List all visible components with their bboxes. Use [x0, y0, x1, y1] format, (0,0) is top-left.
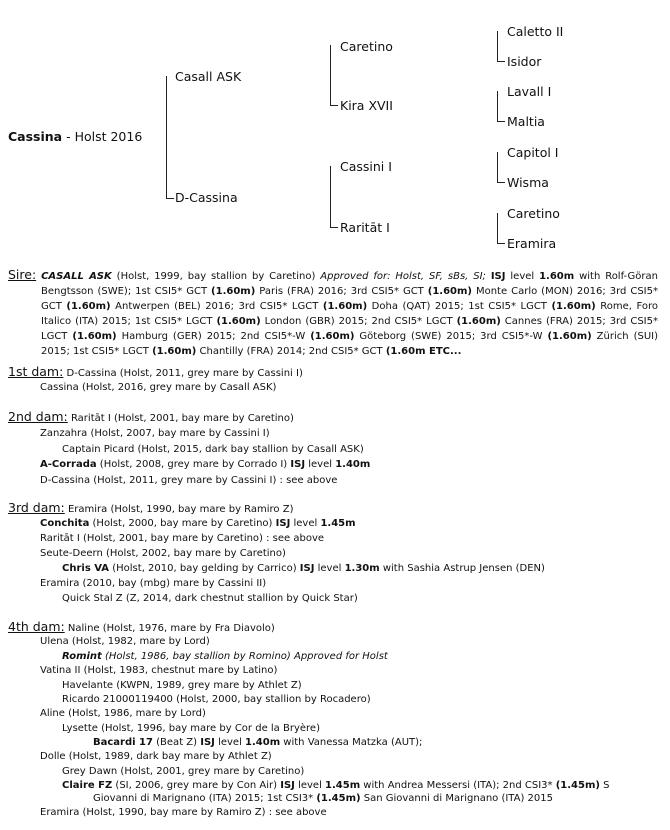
ancestor-ddd: Eramira — [507, 236, 557, 251]
dam1-line-1: Cassina (Holst, 2016, grey mare by Casall ASK) — [40, 382, 277, 393]
height: (1.60m) — [72, 331, 117, 342]
rider-text: with Vanessa Matzka (AUT); — [280, 737, 423, 748]
bracket-sire-tick — [330, 105, 338, 106]
height: 1.40m — [245, 737, 281, 748]
height: (1.60m) — [547, 331, 592, 342]
sire-section-name: CASALL ASK — [41, 271, 112, 282]
height: 1.30m — [344, 563, 380, 574]
dam1-text: D-Cassina (Holst, 2011, grey mare by Cassini I) — [63, 368, 303, 379]
height: 1.60m — [539, 271, 575, 282]
sire-text: Göteborg (SWE) 2015; 3rd CSI5*-W — [354, 331, 548, 342]
sire-section — [8, 267, 658, 359]
sire-text: with Rolf-Göran Bengtsson (SWE); 1st CSI5* GCT — [41, 271, 658, 297]
sire-text: Hamburg (GER) 2015; 2nd CSI5*-W — [116, 331, 311, 342]
isj-label: ISJ — [280, 780, 295, 791]
ancestor-dsd: Wisma — [507, 175, 549, 190]
height: (1.60m) — [456, 316, 501, 327]
horse-name: A-Corrada — [40, 459, 97, 470]
sire-text: level — [505, 271, 540, 282]
dam4-line-1: Ulena (Holst, 1982, mare by Lord) — [40, 636, 210, 647]
dam2-heading: 2nd dam: — [8, 409, 68, 424]
dam2-line-3 — [40, 458, 370, 471]
sire-text: Paris (FRA) 2016; 3rd CSI5* GCT — [255, 286, 428, 297]
bracket-dam — [330, 166, 331, 228]
isj-label: ISJ — [299, 563, 315, 574]
height: 1.45m — [320, 518, 356, 529]
sire-paragraph — [8, 267, 658, 359]
dam3-line-6: Quick Stal Z (Z, 2014, dark chestnut stallion by Quick Star) — [62, 593, 358, 604]
dam-name: D-Cassina — [175, 190, 238, 205]
isj-label: ISJ — [200, 737, 215, 748]
bracket-ss — [497, 31, 498, 62]
sire-name: Casall ASK — [175, 69, 242, 84]
dam2-line-0 — [8, 410, 294, 425]
dam4-line-8 — [93, 736, 422, 749]
dam4-line-6: Aline (Holst, 1986, mare by Lord) — [40, 708, 206, 719]
ancestor-dds: Caretino — [507, 206, 560, 221]
level-text: level — [314, 563, 345, 574]
dam2-line-4: D-Cassina (Holst, 2011, grey mare by Cassini I) : see above — [40, 475, 338, 486]
dam1-line-0 — [8, 365, 303, 380]
horse-details: (Holst, 2000, bay mare by Caretino) — [89, 518, 276, 529]
horse-details: (Holst, 1986, bay stallion by Romino) Approved for Holst — [101, 651, 388, 662]
ancestor-sss: Caletto II — [507, 24, 564, 39]
sire-text: Chantilly (FRA) 2014; 2nd CSI5* GCT — [196, 346, 386, 357]
dam4-line-11 — [62, 779, 670, 792]
ancestor-ssd: Isidor — [507, 54, 542, 69]
sire-heading: Sire: — [8, 267, 37, 282]
approved-for: Approved for: Holst, SF, sBs, SI; — [320, 271, 486, 282]
height: (1.60m) — [211, 286, 256, 297]
level-text: level — [214, 737, 246, 748]
level-text: level — [294, 780, 326, 791]
dam1-heading: 1st dam: — [8, 364, 64, 379]
horse-name: Chris VA — [62, 563, 110, 574]
ancestor-sds: Lavall I — [507, 84, 552, 99]
subject-details: - Holst 2016 — [62, 129, 143, 144]
bracket-sd-tick — [497, 121, 505, 122]
etc-link: ETC... — [425, 346, 462, 357]
dam3-line-0 — [8, 501, 293, 516]
height: (1.60m) — [216, 316, 261, 327]
isj-label: ISJ — [290, 459, 306, 470]
horse-details: (Beat Z) — [152, 737, 201, 748]
dam4-heading: 4th dam: — [8, 619, 65, 634]
result-text: San Giovanni di Marignano (ITA) 2015 — [360, 793, 554, 804]
height: (1.60m) — [152, 346, 197, 357]
height: 1.40m — [335, 459, 371, 470]
bracket-gen1-tick — [166, 198, 174, 199]
dam4-line-12 — [93, 792, 553, 805]
dam2-line-2: Captain Picard (Holst, 2015, dark bay stallion by Casall ASK) — [62, 444, 364, 455]
bracket-gen1 — [166, 76, 167, 199]
horse-details: (SI, 2006, grey mare by Con Air) — [112, 780, 281, 791]
bracket-ds — [497, 152, 498, 183]
height: (1.60m) — [322, 301, 368, 312]
dam3-line-4 — [62, 562, 545, 575]
sire-text: Rome, Foro Italico (ITA) 2015; 1st CSI5* LGCT — [41, 301, 659, 327]
horse-details: (Holst, 2008, grey mare by Corrado I) — [96, 459, 291, 470]
bracket-ss-tick — [497, 61, 505, 62]
dam4-line-7: Lysette (Holst, 1996, bay mare by Cor de la Bryère) — [62, 723, 320, 734]
ancestor-sdd: Maltia — [507, 114, 545, 129]
result-text: Giovanni di Marignano (ITA) 2015; 1st CSI3* — [93, 793, 317, 804]
height: (1.60m) — [551, 301, 596, 312]
rider-text: with Sashia Astrup Jensen (DEN) — [379, 563, 545, 574]
dam4-line-2 — [62, 650, 388, 663]
dam4-text: Naline (Holst, 1976, mare by Fra Diavolo) — [64, 623, 275, 634]
dam4-line-9: Dolle (Holst, 1989, dark bay mare by Athlet Z) — [40, 751, 272, 762]
sire-text: (Holst, 1999, bay stallion by Caretino) — [111, 271, 321, 282]
dam3-line-5: Eramira (2010, bay (mbg) mare by Cassini II) — [40, 578, 267, 589]
sire-dam: Kira XVII — [340, 98, 393, 113]
sire-text: Antwerpen (BEL) 2016; 3rd CSI5* LGCT — [110, 301, 323, 312]
isj-label: ISJ — [275, 518, 291, 529]
sire-text: Zürich (SUI) 2015; 1st CSI5* LGCT — [41, 331, 658, 357]
level-text: level — [290, 518, 321, 529]
horse-name: Bacardi 17 — [93, 737, 153, 748]
dam2-text: Raritāt I (Holst, 2001, bay mare by Caretino) — [67, 413, 294, 424]
dam2-line-1: Zanzahra (Holst, 2007, bay mare by Cassini I) — [40, 428, 270, 439]
height: (1.45m) — [555, 780, 600, 791]
dam4-line-0 — [8, 620, 275, 635]
dam4-line-10: Grey Dawn (Holst, 2001, grey mare by Caretino) — [62, 766, 305, 777]
height: (1.45m) — [316, 793, 361, 804]
subject-name: Cassina — [8, 129, 63, 144]
bracket-sd — [497, 91, 498, 122]
dam3-line-1 — [40, 517, 356, 530]
sire-text: Doha (QAT) 2015; 1st CSI5* LGCT — [367, 301, 552, 312]
level-text: level — [305, 459, 336, 470]
dam3-text: Eramira (Holst, 1990, bay mare by Ramiro Z) — [64, 504, 294, 515]
height: (1.60m) — [66, 301, 111, 312]
result-text: with Andrea Messersi (ITA); 2nd CSI3* — [360, 780, 556, 791]
bracket-dd-tick — [497, 243, 505, 244]
dam4-line-13: Eramira (Holst, 1990, bay mare by Ramiro Z) : see above — [40, 807, 327, 818]
horse-details: (Holst, 2010, bay gelding by Carrico) — [109, 563, 300, 574]
height: 1.45m — [325, 780, 361, 791]
isj-label: ISJ — [490, 271, 506, 282]
bracket-ds-tick — [497, 182, 505, 183]
height: (1.60m) — [310, 331, 355, 342]
bracket-dd — [497, 213, 498, 244]
dam-dam: Raritāt I — [340, 220, 390, 235]
horse-name: Claire FZ — [62, 780, 113, 791]
bracket-dam-tick — [330, 227, 338, 228]
ancestor-dss: Capitol I — [507, 145, 559, 160]
result-text: S — [599, 780, 610, 791]
dam3-line-3: Seute-Deern (Holst, 2002, bay mare by Caretino) — [40, 548, 286, 559]
dam4-line-3: Vatina II (Holst, 1983, chestnut mare by Latino) — [40, 665, 278, 676]
height: (1.60m — [385, 346, 426, 357]
horse-name: Conchita — [40, 518, 90, 529]
dam4-line-4: Havelante (KWPN, 1989, grey mare by Athlet Z) — [62, 680, 302, 691]
dam3-line-2: Raritāt I (Holst, 2001, bay mare by Caretino) : see above — [40, 533, 325, 544]
horse-name: Romint — [62, 651, 102, 662]
sire-text: London (GBR) 2015; 2nd CSI5* LGCT — [260, 316, 457, 327]
dam3-heading: 3rd dam: — [8, 500, 65, 515]
dam-sire: Cassini I — [340, 159, 392, 174]
subject-horse — [8, 129, 142, 144]
sire-text: Monte Carlo (MON) 2016; 3rd CSI5* GCT — [41, 286, 658, 312]
sire-sire: Caretino — [340, 39, 393, 54]
bracket-sire — [330, 45, 331, 106]
sire-text: Cannes (FRA) 2015; 3rd CSI5* LGCT — [41, 316, 658, 342]
dam4-line-5: Ricardo 21000119400 (Holst, 2000, bay stallion by Rocadero) — [62, 694, 371, 705]
height: (1.60m) — [427, 286, 472, 297]
